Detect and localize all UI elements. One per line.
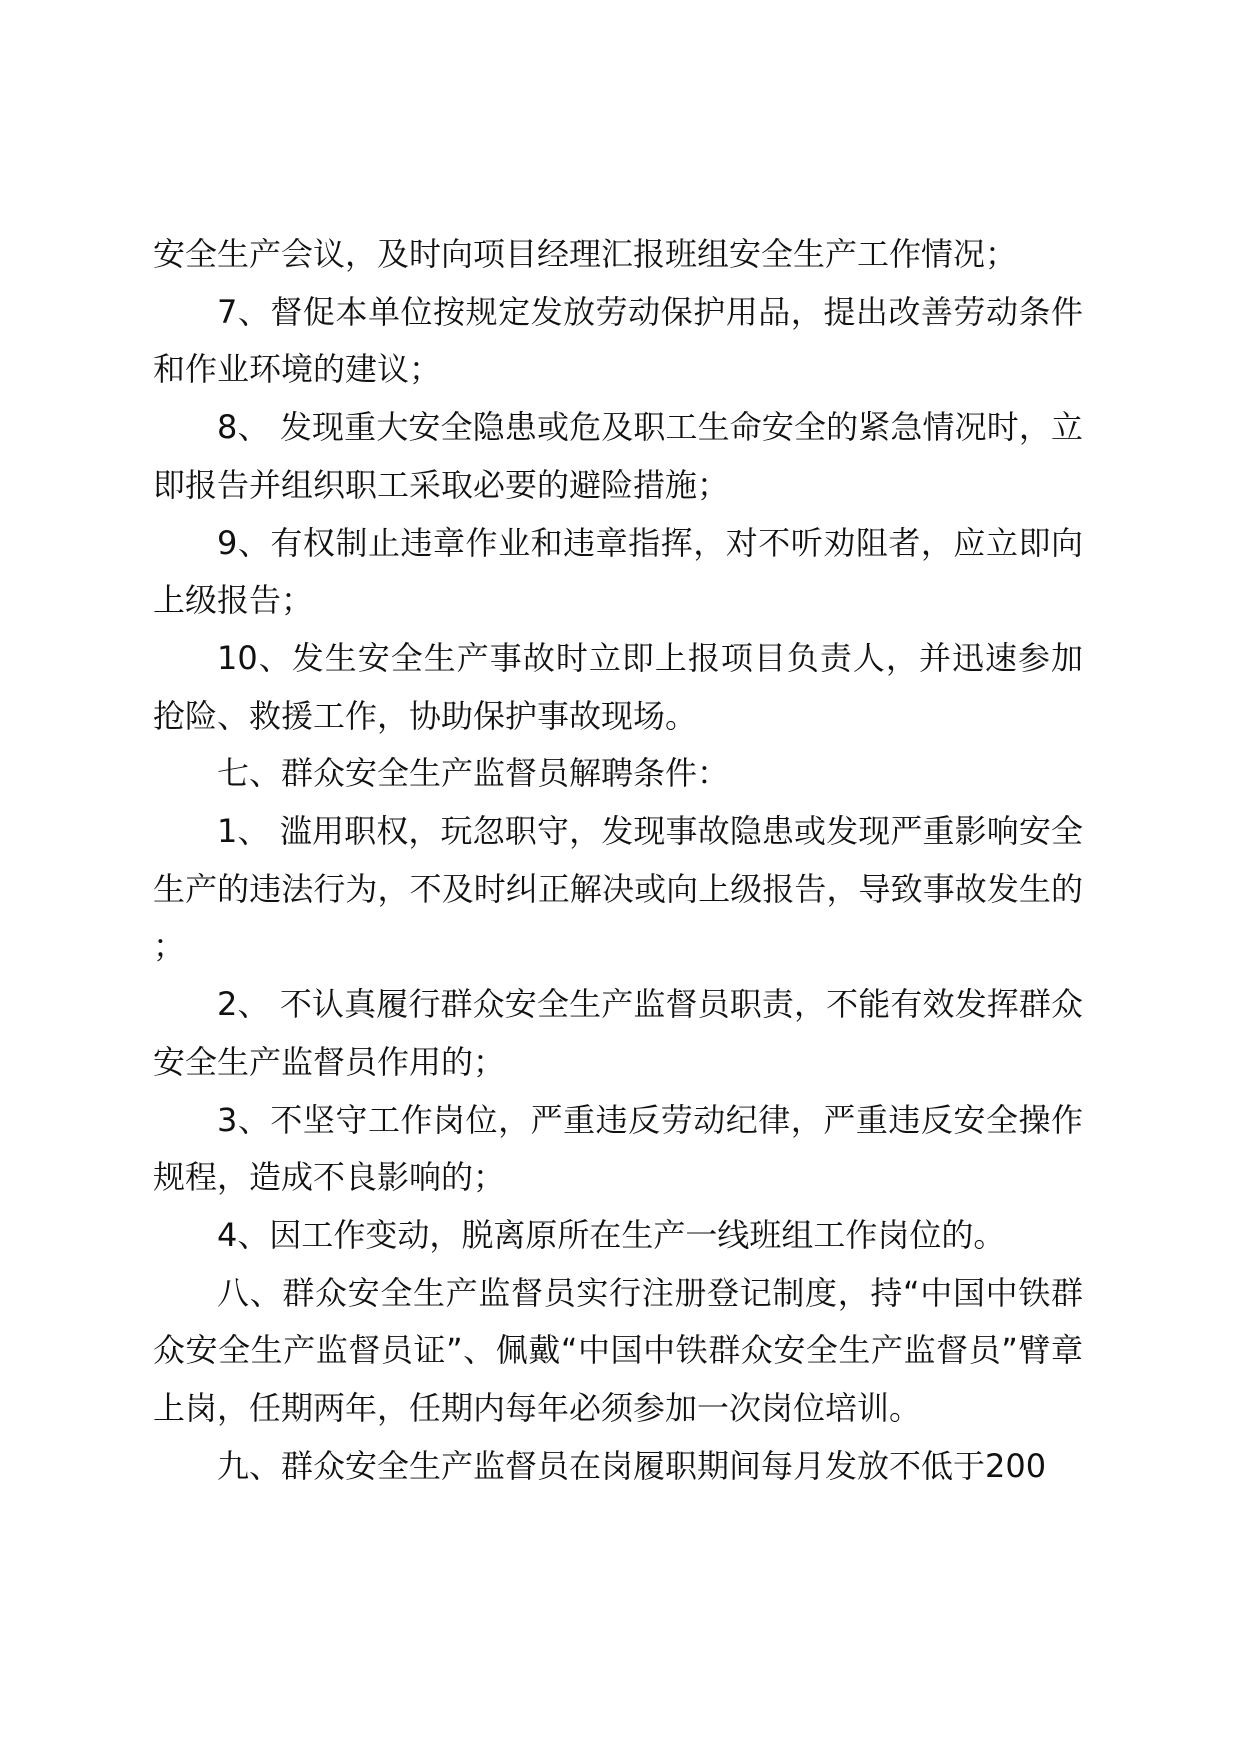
paragraph-dismissal-2: 2、 不认真履行群众安全生产监督员职责，不能有效发挥群众安全生产监督员作用的；: [153, 985, 1083, 1081]
section-heading-7: 七、群众安全生产监督员解聘条件：: [217, 754, 730, 793]
paragraph-continuation: 安全生产会议，及时向项目经理汇报班组安全生产工作情况；: [153, 235, 1018, 273]
paragraph-item-8: 8、 发现重大安全隐患或危及职工生命安全的紧急情况时，立即报告并组织职工采取必要的避险措施；: [153, 408, 1083, 504]
paragraph-dismissal-4: 4、因工作变动，脱离原所在生产一线班组工作岗位的。: [217, 1215, 1006, 1254]
document-body: [153, 226, 1083, 1495]
paragraph-item-7: 7、督促本单位按规定发放劳动保护用品，提出改善劳动条件和作业环境的建议；: [153, 292, 1083, 389]
paragraph-item-9: 9、有权制止违章作业和违章指挥，对不听劝阻者，应立即向上级报告；: [153, 523, 1083, 620]
paragraph-dismissal-3: 3、不坚守工作岗位，严重违反劳动纪律，严重违反安全操作规程，造成不良影响的；: [153, 1100, 1083, 1197]
paragraph-dismissal-1: 1、 滥用职权，玩忽职守，发现事故隐患或发现严重影响安全生产的违法行为，不及时纠正解决或向上级报告，导致事故发生的；: [153, 812, 1083, 966]
section-8-paragraph: 八、群众安全生产监督员实行注册登记制度，持“中国中铁群众安全生产监督员证”、佩戴“中国中铁群众安全生产监督员”臂章上岗，任期两年，任期内每年必须参加一次岗位培训。: [153, 1273, 1083, 1428]
paragraph-item-10: 10、发生安全生产事故时立即上报项目负责人，并迅速参加抢险、救援工作，协助保护事故现场。: [153, 638, 1083, 735]
section-9-paragraph: 九、群众安全生产监督员在岗履职期间每月发放不低于200: [217, 1446, 1047, 1485]
